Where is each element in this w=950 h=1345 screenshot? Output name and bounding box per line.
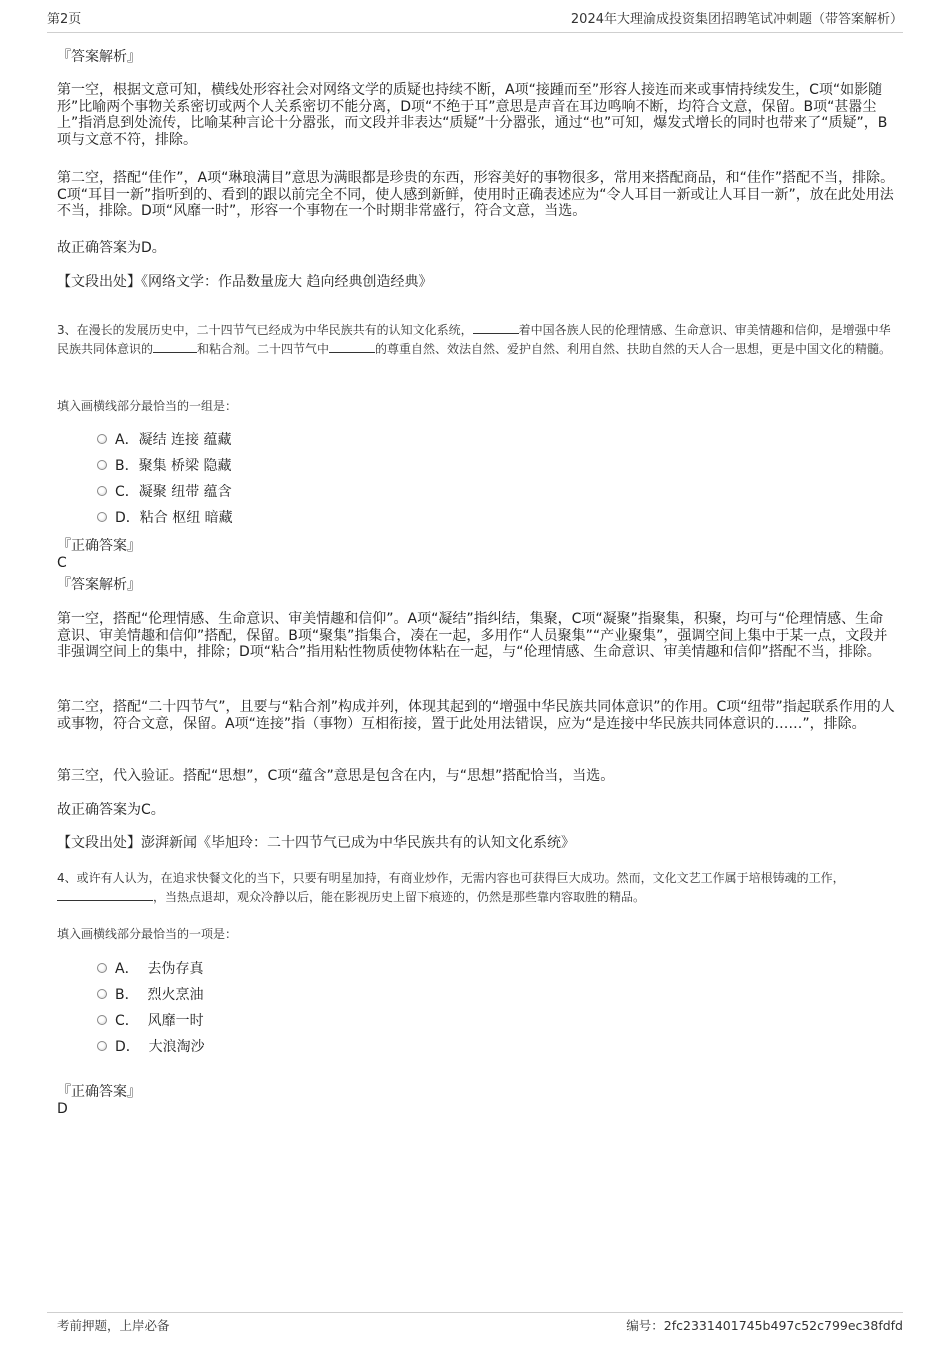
q4-option-c[interactable]: C． 风靡一时 xyxy=(97,1012,204,1030)
radio-icon[interactable] xyxy=(97,512,107,522)
q3-option-c[interactable]: C．凝聚 纽带 蕴含 xyxy=(97,483,232,501)
q2-conclusion: 故正确答案为D。 xyxy=(57,240,166,256)
radio-icon[interactable] xyxy=(97,1015,107,1025)
radio-icon[interactable] xyxy=(97,434,107,444)
document-title: 2024年大理渝成投资集团招聘笔试冲刺题（带答案解析） xyxy=(570,12,903,27)
q4-correct-answer: D xyxy=(57,1101,68,1117)
q3-blank-3 xyxy=(329,340,375,353)
q2-analysis-label: 『答案解析』 xyxy=(57,49,141,65)
q3-analysis-para-2: 第二空，搭配“二十四节气”，且要与“粘合剂”构成并列，体现其起到的“增强中华民族共同体意识”的作用。C项“纽带”指起联系作用的人或事物，符合文意，保留。A项“连接”指（事物）互相衔接，置于此处用法错误，应为“是连接中华民族共同体意识的……”，排除。 xyxy=(57,699,895,732)
q3-option-b[interactable]: B．聚集 桥梁 隐藏 xyxy=(97,457,232,475)
q3-conclusion: 故正确答案为C。 xyxy=(57,802,165,818)
q3-analysis-label: 『答案解析』 xyxy=(57,577,141,593)
q3-option-a[interactable]: A．凝结 连接 蕴藏 xyxy=(97,431,231,449)
q3-option-d[interactable]: D．粘合 枢纽 暗藏 xyxy=(97,509,233,527)
q4-blank-1 xyxy=(57,888,153,901)
q4-option-a[interactable]: A． 去伪存真 xyxy=(97,960,203,978)
q3-source: 【文段出处】澎湃新闻《毕旭玲：二十四节气已成为中华民族共有的认知文化系统》 xyxy=(57,835,575,851)
radio-icon[interactable] xyxy=(97,460,107,470)
q3-question-text: 3、在漫长的发展历史中，二十四节气已经成为中华民族共有的认知文化系统， 着中国各族人民的伦理情感、生命意识、审美情趣和信仰，是增强中华民族共同体意识的 和粘合剂。二十四节气中 的尊重自然、效法自然、爱护自然、利用自然、扶助自然的天人合一思想，更是中国文化的精髓。 xyxy=(57,323,892,356)
q3-prompt: 填入画横线部分最恰当的一组是： xyxy=(57,399,238,413)
q4-question-text: 4、或许有人认为，在追求快餐文化的当下，只要有明星加持，有商业炒作，无需内容也可获得巨大成功。然而，文化文艺工作属于培根铸魂的工作，，当热点退却，观众冷静以后，能在影视历史上留下痕迹的，仍然是那些靠内容取胜的精品。 xyxy=(57,871,845,904)
q2-source: 【文段出处】《网络文学：作品数量庞大 趋向经典创造经典》 xyxy=(57,274,433,290)
q3-analysis-para-3: 第三空，代入验证。搭配“思想”，C项“蕴含”意思是包含在内，与“思想”搭配恰当，当选。 xyxy=(57,768,615,784)
footer-slogan: 考前押题，上岸必备 xyxy=(57,1318,170,1333)
q3-blank-1 xyxy=(473,321,519,334)
q3-analysis-para-1: 第一空，搭配“伦理情感、生命意识、审美情趣和信仰”。A项“凝结”指纠结，集聚，C项“凝聚”指聚集，积聚，均可与“伦理情感、生命意识、审美情趣和信仰”搭配，保留。B项“聚集”指集合，凑在一起，多用作“人员聚集”“产业聚集”，强调空间上集中于某一点，文段并非强调空间上的集中，排除；D项“粘合”指用粘性物质使物体粘在一起，与“伦理情感、生命意识、审美情趣和信仰”搭配不当，排除。 xyxy=(57,611,888,660)
q3-correct-label: 『正确答案』 xyxy=(57,538,141,554)
q4-prompt: 填入画横线部分最恰当的一项是： xyxy=(57,927,238,941)
page-number: 第2页 xyxy=(47,12,82,27)
q4-option-d[interactable]: D． 大浪淘沙 xyxy=(97,1038,205,1056)
radio-icon[interactable] xyxy=(97,963,107,973)
q4-correct-label: 『正确答案』 xyxy=(57,1084,141,1100)
q3-blank-2 xyxy=(153,340,197,353)
radio-icon[interactable] xyxy=(97,486,107,496)
q2-analysis-para-2: 第二空，搭配“佳作”，A项“琳琅满目”意思为满眼都是珍贵的东西，形容美好的事物很多，常用来搭配商品，和“佳作”搭配不当，排除。C项“耳目一新”指听到的、看到的跟以前完全不同，使人感到新鲜，使用时正确表述应为“令人耳目一新或让人耳目一新”，放在此处用法不当，排除。D项“风靡一时”，形容一个事物在一个时期非常盛行，符合文意，当选。 xyxy=(57,170,895,219)
page-footer xyxy=(47,1312,903,1337)
document-id: 编号：2fc2331401745b497c52c799ec38fdfd xyxy=(626,1318,903,1333)
q2-analysis-para-1: 第一空，根据文意可知，横线处形容社会对网络文学的质疑也持续不断，A项“接踵而至”形容人接连而来或事情持续发生，C项“如影随形”比喻两个事物关系密切或两个人关系密切不能分离，D项“不绝于耳”意思是声音在耳边鸣响不断，均符合文意，保留。B项“甚嚣尘上”指消息到处流传，比喻某种言论十分嚣张，而文段并非表达“质疑”十分嚣张，通过“也”可知，爆发式增长的同时也带来了“质疑”，B项与文意不符，排除。 xyxy=(57,82,888,148)
radio-icon[interactable] xyxy=(97,1041,107,1051)
q3-correct-answer: C xyxy=(57,555,67,571)
radio-icon[interactable] xyxy=(97,989,107,999)
q4-option-b[interactable]: B． 烈火烹油 xyxy=(97,986,204,1004)
page-header xyxy=(47,10,903,33)
